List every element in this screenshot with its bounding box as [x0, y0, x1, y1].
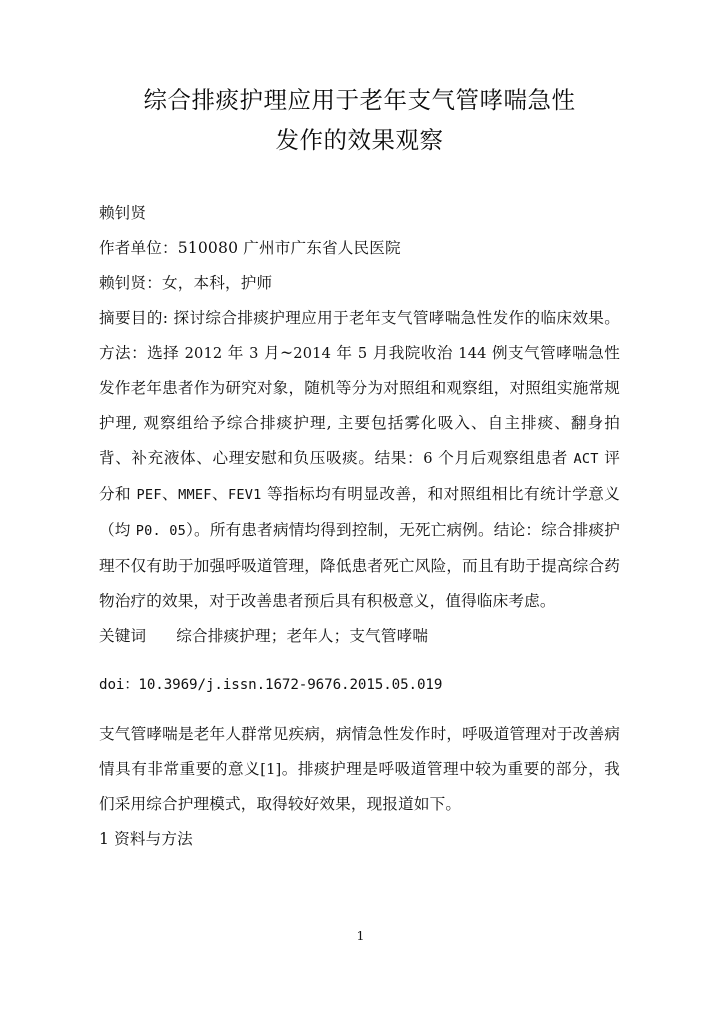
abstract-text-f: 例支气管哮喘急性发作老年患者作为研究对象，随机等分为对照组和观察组，对照组实施常规护理, 观察组给予综合排痰护理, 主要包括雾化吸入、自主排痰、翻身拍背、补充液体、心理安慰和负压吸痰。结果： — [99, 344, 620, 467]
reference-marker-1: [1] — [260, 761, 282, 779]
page-number: 1 — [356, 928, 365, 943]
doi-line: doi：10.3969/j.issn.1672-9676.2015.05.019 — [99, 677, 443, 694]
abstract-text-j: 、 — [161, 485, 179, 503]
abstract-year-end: 2014 — [293, 345, 332, 362]
indicator-mmef: MMEF — [178, 487, 212, 503]
keywords-value: 综合排痰护理；老年人；支气管哮喘 — [176, 627, 429, 645]
intro-text-b: 。排痰护理是呼吸道管理中较为重要的部分，我们采用综合护理模式，取得较好效果，现报道如下。 — [99, 760, 620, 814]
abstract-text-c: 月~ — [258, 344, 294, 362]
keywords-line — [99, 619, 620, 654]
abstract-text-e: 月我院收治 — [367, 344, 459, 362]
section-heading-1: 1 资料与方法 — [99, 830, 193, 849]
author-name: 赖钊贤 — [99, 204, 147, 222]
abstract-year-start: 2012 — [184, 345, 223, 362]
abstract-paragraph — [99, 301, 620, 619]
page-title — [99, 80, 620, 160]
author-bio: 赖钊贤：女，本科，护师 — [99, 274, 273, 292]
document-body — [99, 196, 620, 857]
abstract-text-b: 年 — [222, 344, 250, 362]
abstract-text-m: ）。所有患者病情均得到控制，无死亡病例。结论：综合排痰护理不仅有助于加强呼吸道管理，降低患者死亡风险，而且有助于提高综合药物治疗的效果，对于改善患者预后具有积极意义，值得临床考虑。 — [99, 521, 620, 610]
abstract-sample-size: 144 — [458, 345, 487, 362]
abstract-month-start: 3 — [249, 345, 259, 362]
abstract-text-i: 评分和 — [99, 449, 620, 503]
abstract-text-a: 摘要目的: 探讨综合排痰护理应用于老年支气管哮喘急性发作的临床效果。方法：选择 — [99, 309, 620, 362]
intro-text-a: 支气管哮喘是老年人群常见疾病，病情急性发作时，呼吸道管理对于改善病情具有非常重要的意义 — [99, 725, 620, 779]
abstract-month-end: 5 — [357, 345, 368, 362]
abstract-text-l: 等指标均有明显改善，和对照组相比有统计学意义（均 — [99, 485, 620, 539]
abstract-p-value: P0. 05 — [135, 523, 187, 539]
title-line-1: 综合排痰护理应用于老年支气管哮喘急性 — [143, 86, 576, 114]
intro-paragraph — [99, 717, 620, 822]
abstract-text-h: 个月后观察组患者 — [432, 449, 574, 467]
abstract-text-k: 、 — [211, 485, 229, 503]
indicator-fev1: FEV1 — [228, 487, 262, 503]
abstract-followup-months: 6 — [423, 450, 433, 467]
abstract-text-d: 年 — [331, 344, 358, 362]
indicator-pef: PEF — [136, 487, 162, 503]
indicator-act: ACT — [573, 451, 599, 467]
author-affiliation: 作者单位：510080 广州市广东省人民医院 — [99, 239, 401, 257]
keywords-label: 关键词 — [99, 627, 147, 645]
title-line-2: 发作的效果观察 — [275, 126, 444, 154]
